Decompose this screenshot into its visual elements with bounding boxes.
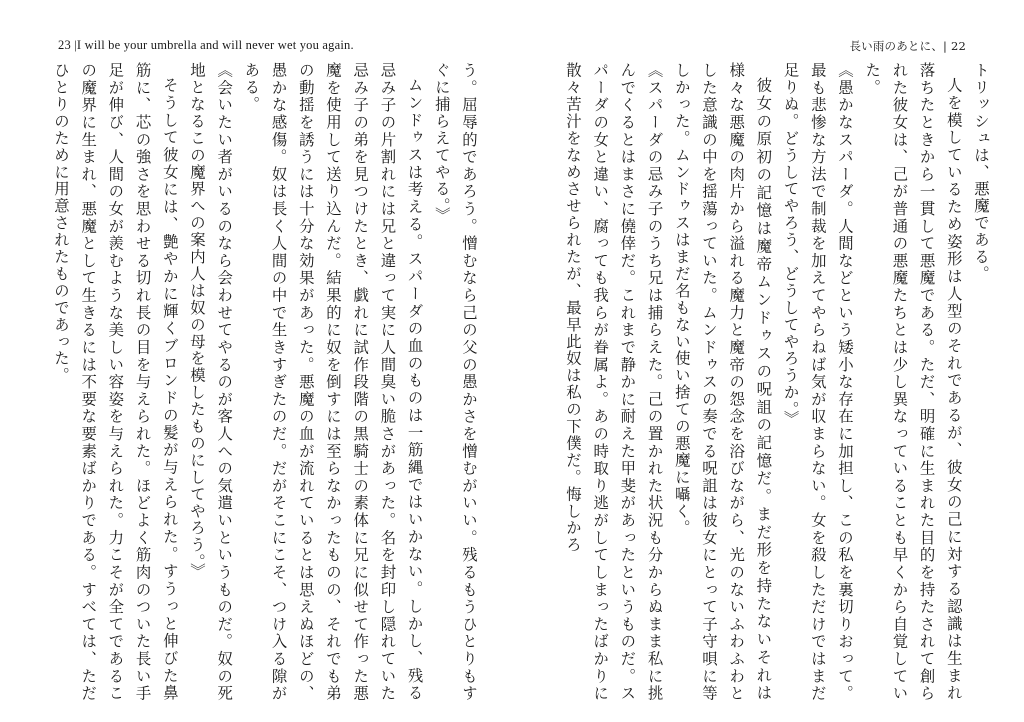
right-page-header: 長い雨のあとに、| 22 [849, 39, 966, 53]
right-page-body [562, 62, 994, 702]
left-paragraph-1: う。屈辱的であろう。憎むなら己の父の愚かさを憎むがいい。残るもうひとりもすぐに捕らえてやる。》 [432, 62, 478, 702]
right-paragraph-1: トリッシュは、悪魔である。 [972, 62, 990, 283]
right-page [512, 0, 1024, 722]
right-paragraph-5: 《スパーダの忌み子のうち兄は捕らえた。己の置かれた状況も分からぬまま私に挑んでくるとはまさに僥倖だ。これまで静かに耐えた甲斐があったというものだ。スパーダの女と違い、腐っても我らが眷属よ。あの時取り逃がしてしまったばかりに散々苦汁をなめさせられたが、最早此奴は私の下僕だ。悔しかろ [563, 62, 664, 702]
left-paragraph-4: そうして彼女には、艶やかに輝くブロンドの髪が与えられた。すうっと伸びた鼻筋に、芯の強さを思わせる切れ長の目を与えられた。ほどよく筋肉のついた長い手足が伸び、人間の女が羨むような美しい容姿を与えられた。力こそが全てであるこの魔界に生まれ、悪魔として生きるには不要な要素ばかりである。すべては、ただひとりのために用意されたものであった。 [51, 62, 179, 702]
right-paragraph-3: 《愚かなスパーダ。人間などという矮小な存在に加担し、この私を裏切りおって。最も悲惨な方法で制裁を加えてやらねば気が収まらない。女を殺しただけではまだ足りぬ。どうしてやろう、どうしてやろうか。》 [781, 62, 854, 702]
left-page-header: 23 |I will be your umbrella and will never wet you again. [58, 38, 354, 52]
left-paragraph-2: ムンドゥスは考える。スパーダの血のものは一筋縄ではいかない。しかし、残る忌み子の片割れには兄と違って実に人間臭い脆さがあった。名を封印し隠れていた忌み子の弟を見つけたとき、戯れに試作段階の黒騎士の素体に兄に似せて作った悪魔を使用して送り込んだ。結果的に奴を倒すには至らなかったものの、それでも弟の動揺を誘うには十分な効果があった。悪魔の血が流れているとは思えぬほどの、愚かな感傷。奴は長く人間の中で生きすぎたのだ。だがそこにこそ、つけ入る隙がある。 [242, 62, 424, 702]
right-paragraph-4: 彼女の原初の記憶は魔帝ムンドゥスの呪詛の記憶だ。まだ形を持たないそれは様々な悪魔の肉片から溢れる魔力と魔帝の怨念を浴びながら、光のないふわふわとした意識の中を揺蕩っていた。ムンドゥスの奏でる呪詛は彼女にとって子守唄に等しかった。ムンドゥスはまだ名もない使い捨ての悪魔に囁く。 [672, 62, 773, 702]
right-paragraph-2: 人を模しているため姿形は人型のそれであるが、彼女の己に対する認識は生まれ落ちたときから一貫して悪魔である。ただ、明確に生まれた目的を持たされて創られた彼女は、己が普通の悪魔たちとは少し異なっていることも早くから自覚していた。 [863, 62, 963, 702]
left-page-body [50, 62, 482, 702]
left-paragraph-3: 《会いたい者がいるのなら会わせてやるのが客人への気遣いというものだ。奴の死地となるこの魔界への案内人は奴の母を模したものにしてやろう。》 [187, 62, 234, 702]
